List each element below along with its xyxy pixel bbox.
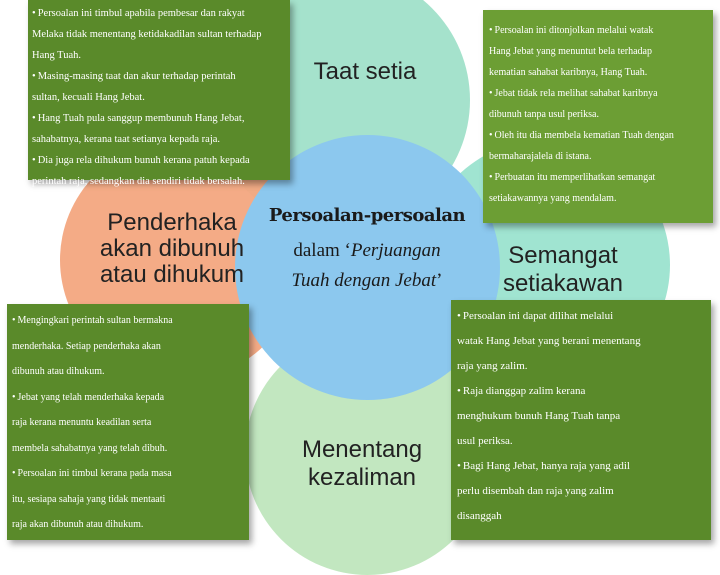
note-line: perlu disembah dan raja yang zalim xyxy=(457,485,614,497)
note-line: itu, sesiapa sahaja yang tidak mentaati xyxy=(12,493,166,505)
note-menentang-kezaliman xyxy=(451,300,711,540)
note-line: usul periksa. xyxy=(457,435,513,447)
note-line: raja akan dibunuh atau dihukum. xyxy=(12,519,144,530)
note-line: menghukum bunuh Hang Tuah tanpa xyxy=(457,410,621,422)
note-line: membela sahabatnya yang telah dibuh. xyxy=(12,442,168,454)
note-penderhaka xyxy=(7,304,249,540)
center-title-sub: dalam ‘Perjuangan Tuah dengan Jebat’ xyxy=(291,240,443,291)
note-line: setiakawannya yang mendalam. xyxy=(489,193,617,204)
note-line: • Jebat tidak rela melihat sahabat karibnya xyxy=(489,83,713,104)
node-label-taat-setia: Taat setia xyxy=(313,58,417,85)
note-line: • Persoalan ini ditonjolkan melalui watak xyxy=(489,20,713,41)
note-line: kematian sahabat karibnya, Hang Tuah. xyxy=(489,67,648,78)
note-line: • Perbuatan itu memperlihatkan semangat xyxy=(489,167,713,188)
note-line: • Oleh itu dia membela kematian Tuah dengan xyxy=(489,125,713,146)
note-line: • Hang Tuah pula sanggup membunuh Hang Jebat, xyxy=(32,108,290,129)
note-line: • Persoalan ini timbul apabila pembesar dan rakyat xyxy=(32,3,290,24)
note-line: raja yang zalim. xyxy=(457,360,528,372)
note-line: • Raja dianggap zalim kerana xyxy=(457,379,711,404)
node-label-penderhaka: Penderhaka akan dibunuh atau dihukum xyxy=(99,209,245,288)
note-line: • Bagi Hang Jebat, hanya raja yang adil xyxy=(457,454,711,479)
note-line: • Mengingkari perintah sultan bermakna xyxy=(12,308,249,334)
note-line: • Jebat yang telah menderhaka kepada xyxy=(12,385,249,411)
note-line: dibunuh tanpa usul periksa. xyxy=(489,109,599,120)
center-title xyxy=(262,205,472,296)
note-line: • Masing-masing taat dan akur terhadap perintah xyxy=(32,66,290,87)
note-line: Melaka tidak menentang ketidakadilan sultan terhadap xyxy=(32,29,262,40)
note-line: perintah raja, sedangkan dia sendiri tidak bersalah. xyxy=(32,176,245,187)
note-taat-setia xyxy=(28,0,290,187)
note-line: sultan, kecuali Hang Jebat. xyxy=(32,92,145,103)
note-line: watak Hang Jebat yang berani menentang xyxy=(457,335,641,347)
note-line: • Dia juga rela dihukum bunuh kerana patuh kepada xyxy=(32,150,290,171)
note-line: raja kerana menuntu keadilan serta xyxy=(12,417,152,428)
note-line: • Persoalan ini timbul kerana pada masa xyxy=(12,461,249,487)
note-line: disanggah xyxy=(457,510,502,522)
node-label-semangat-setiakawan: Semangat setiakawan xyxy=(502,242,624,297)
node-label-menentang-kezaliman: Menentang kezaliman xyxy=(301,436,423,491)
note-line: • Persoalan ini dapat dilihat melalui xyxy=(457,304,711,329)
note-line: sahabatnya, kerana taat setianya kepada raja. xyxy=(32,134,221,145)
note-line: menderhaka. Setiap penderhaka akan xyxy=(12,340,161,352)
note-line: Hang Jebat yang menuntut bela terhadap xyxy=(489,46,652,57)
note-line: bermaharajalela di istana. xyxy=(489,151,592,162)
center-title-main: Persoalan-persoalan xyxy=(268,205,466,226)
note-line: dibunuh atau dihukum. xyxy=(12,366,105,377)
note-line: Hang Tuah. xyxy=(32,50,82,61)
note-semangat-setiakawan xyxy=(483,10,713,223)
